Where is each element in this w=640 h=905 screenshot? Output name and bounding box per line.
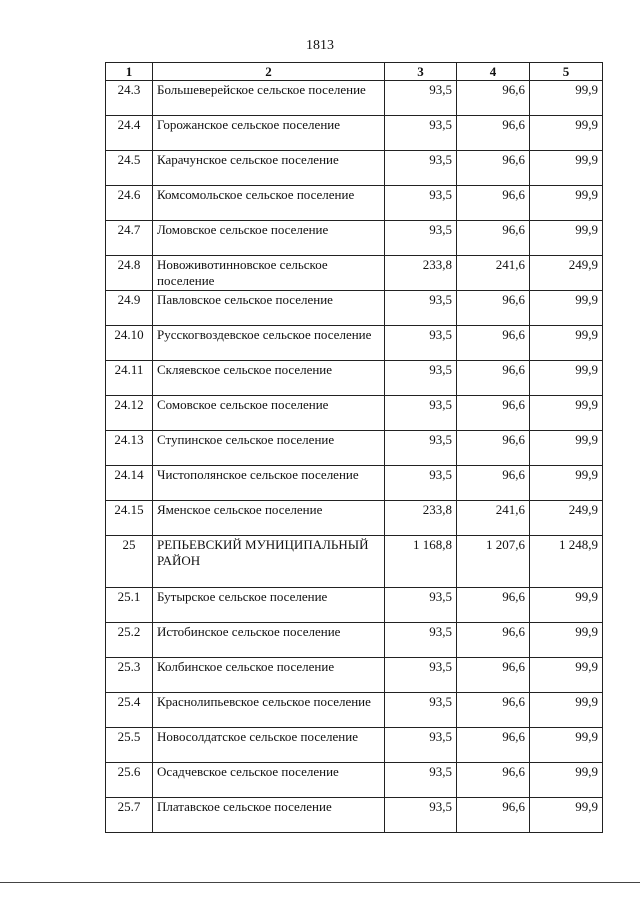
row-code: 25 [106,536,153,588]
table-row [106,81,603,116]
row-value-col3: 93,5 [385,798,457,833]
table-row [106,588,603,623]
table-row [106,256,603,291]
row-name: Сомовское сельское поселение [153,396,385,431]
row-code: 25.7 [106,798,153,833]
table-row [106,361,603,396]
row-name: Чистополянское сельское поселение [153,466,385,501]
row-value-col4: 96,6 [457,81,530,116]
row-value-col3: 93,5 [385,81,457,116]
row-code: 24.6 [106,186,153,221]
row-code: 24.7 [106,221,153,256]
row-value-col3: 93,5 [385,466,457,501]
row-value-col5: 99,9 [530,623,603,658]
row-name: Осадчевское сельское поселение [153,763,385,798]
row-name: Ломовское сельское поселение [153,221,385,256]
row-value-col3: 93,5 [385,151,457,186]
row-value-col5: 249,9 [530,256,603,291]
table-row [106,728,603,763]
row-name: Новосолдатское сельское поселение [153,728,385,763]
row-value-col3: 93,5 [385,763,457,798]
table-row [106,116,603,151]
row-value-col4: 241,6 [457,256,530,291]
row-value-col3: 93,5 [385,658,457,693]
row-value-col4: 96,6 [457,186,530,221]
row-value-col4: 96,6 [457,693,530,728]
row-value-col3: 93,5 [385,116,457,151]
column-header-2: 2 [153,63,385,81]
table-row [106,431,603,466]
row-code: 24.11 [106,361,153,396]
table-row [106,291,603,326]
row-code: 24.4 [106,116,153,151]
row-name: Новоживотинновское сельское поселение [153,256,385,291]
row-value-col3: 93,5 [385,326,457,361]
row-value-col3: 233,8 [385,501,457,536]
row-value-col5: 99,9 [530,798,603,833]
row-value-col4: 96,6 [457,763,530,798]
row-value-col3: 93,5 [385,221,457,256]
table-row [106,396,603,431]
row-value-col4: 241,6 [457,501,530,536]
row-value-col5: 1 248,9 [530,536,603,588]
row-value-col4: 96,6 [457,728,530,763]
row-code: 24.10 [106,326,153,361]
row-name: Карачунское сельское поселение [153,151,385,186]
row-name: Колбинское сельское поселение [153,658,385,693]
row-value-col3: 93,5 [385,588,457,623]
row-value-col4: 96,6 [457,326,530,361]
row-value-col5: 99,9 [530,588,603,623]
row-name: Горожанское сельское поселение [153,116,385,151]
table-row [106,326,603,361]
column-header-1: 1 [106,63,153,81]
row-value-col5: 99,9 [530,763,603,798]
row-value-col3: 1 168,8 [385,536,457,588]
table-row [106,763,603,798]
row-code: 25.1 [106,588,153,623]
row-value-col4: 96,6 [457,588,530,623]
table-row [106,501,603,536]
row-value-col5: 99,9 [530,221,603,256]
column-header-5: 5 [530,63,603,81]
table-row [106,798,603,833]
row-name: Платавское сельское поселение [153,798,385,833]
row-value-col5: 249,9 [530,501,603,536]
row-code: 25.3 [106,658,153,693]
table-row [106,186,603,221]
row-value-col3: 93,5 [385,291,457,326]
row-value-col3: 93,5 [385,728,457,763]
row-code: 25.6 [106,763,153,798]
footer-rule [0,882,640,883]
row-value-col5: 99,9 [530,361,603,396]
row-code: 24.13 [106,431,153,466]
row-code: 25.5 [106,728,153,763]
row-name: Комсомольское сельское поселение [153,186,385,221]
district-row [106,536,603,588]
row-name: Русскогвоздевское сельское поселение [153,326,385,361]
row-value-col4: 96,6 [457,151,530,186]
row-name: Бутырское сельское поселение [153,588,385,623]
row-value-col4: 96,6 [457,396,530,431]
row-name: Истобинское сельское поселение [153,623,385,658]
page-number: 1813 [306,38,334,53]
row-name: Краснолипьевское сельское поселение [153,693,385,728]
row-value-col5: 99,9 [530,431,603,466]
row-value-col5: 99,9 [530,186,603,221]
row-name: РЕПЬЕВСКИЙ МУНИЦИПАЛЬНЫЙ РАЙОН [153,536,385,588]
table-row [106,623,603,658]
row-code: 24.3 [106,81,153,116]
row-value-col5: 99,9 [530,326,603,361]
row-value-col4: 96,6 [457,291,530,326]
row-value-col4: 96,6 [457,116,530,151]
row-value-col5: 99,9 [530,81,603,116]
row-value-col4: 96,6 [457,623,530,658]
row-code: 24.9 [106,291,153,326]
row-value-col4: 96,6 [457,361,530,396]
row-value-col5: 99,9 [530,396,603,431]
row-value-col3: 93,5 [385,693,457,728]
row-value-col5: 99,9 [530,291,603,326]
row-code: 24.5 [106,151,153,186]
table-row [106,658,603,693]
row-value-col3: 93,5 [385,361,457,396]
row-value-col5: 99,9 [530,658,603,693]
table-body [106,81,603,833]
row-code: 25.4 [106,693,153,728]
row-name: Скляевское сельское поселение [153,361,385,396]
row-value-col5: 99,9 [530,693,603,728]
row-name: Большеверейское сельское поселение [153,81,385,116]
table-row [106,151,603,186]
row-value-col4: 96,6 [457,431,530,466]
row-code: 24.12 [106,396,153,431]
row-value-col5: 99,9 [530,151,603,186]
row-name: Павловское сельское поселение [153,291,385,326]
row-value-col3: 93,5 [385,623,457,658]
row-value-col4: 96,6 [457,221,530,256]
row-value-col3: 93,5 [385,396,457,431]
row-value-col3: 93,5 [385,186,457,221]
column-header-3: 3 [385,63,457,81]
row-value-col4: 96,6 [457,466,530,501]
row-value-col4: 96,6 [457,658,530,693]
row-code: 24.8 [106,256,153,291]
row-code: 24.14 [106,466,153,501]
table-row [106,221,603,256]
row-code: 25.2 [106,623,153,658]
row-name: Яменское сельское поселение [153,501,385,536]
row-code: 24.15 [106,501,153,536]
row-value-col5: 99,9 [530,466,603,501]
table-row [106,693,603,728]
table-header-row [106,63,603,81]
row-value-col5: 99,9 [530,728,603,763]
row-value-col3: 233,8 [385,256,457,291]
row-value-col4: 1 207,6 [457,536,530,588]
row-value-col3: 93,5 [385,431,457,466]
column-header-4: 4 [457,63,530,81]
budget-table [105,62,603,833]
table-row [106,466,603,501]
row-value-col5: 99,9 [530,116,603,151]
row-name: Ступинское сельское поселение [153,431,385,466]
row-value-col4: 96,6 [457,798,530,833]
